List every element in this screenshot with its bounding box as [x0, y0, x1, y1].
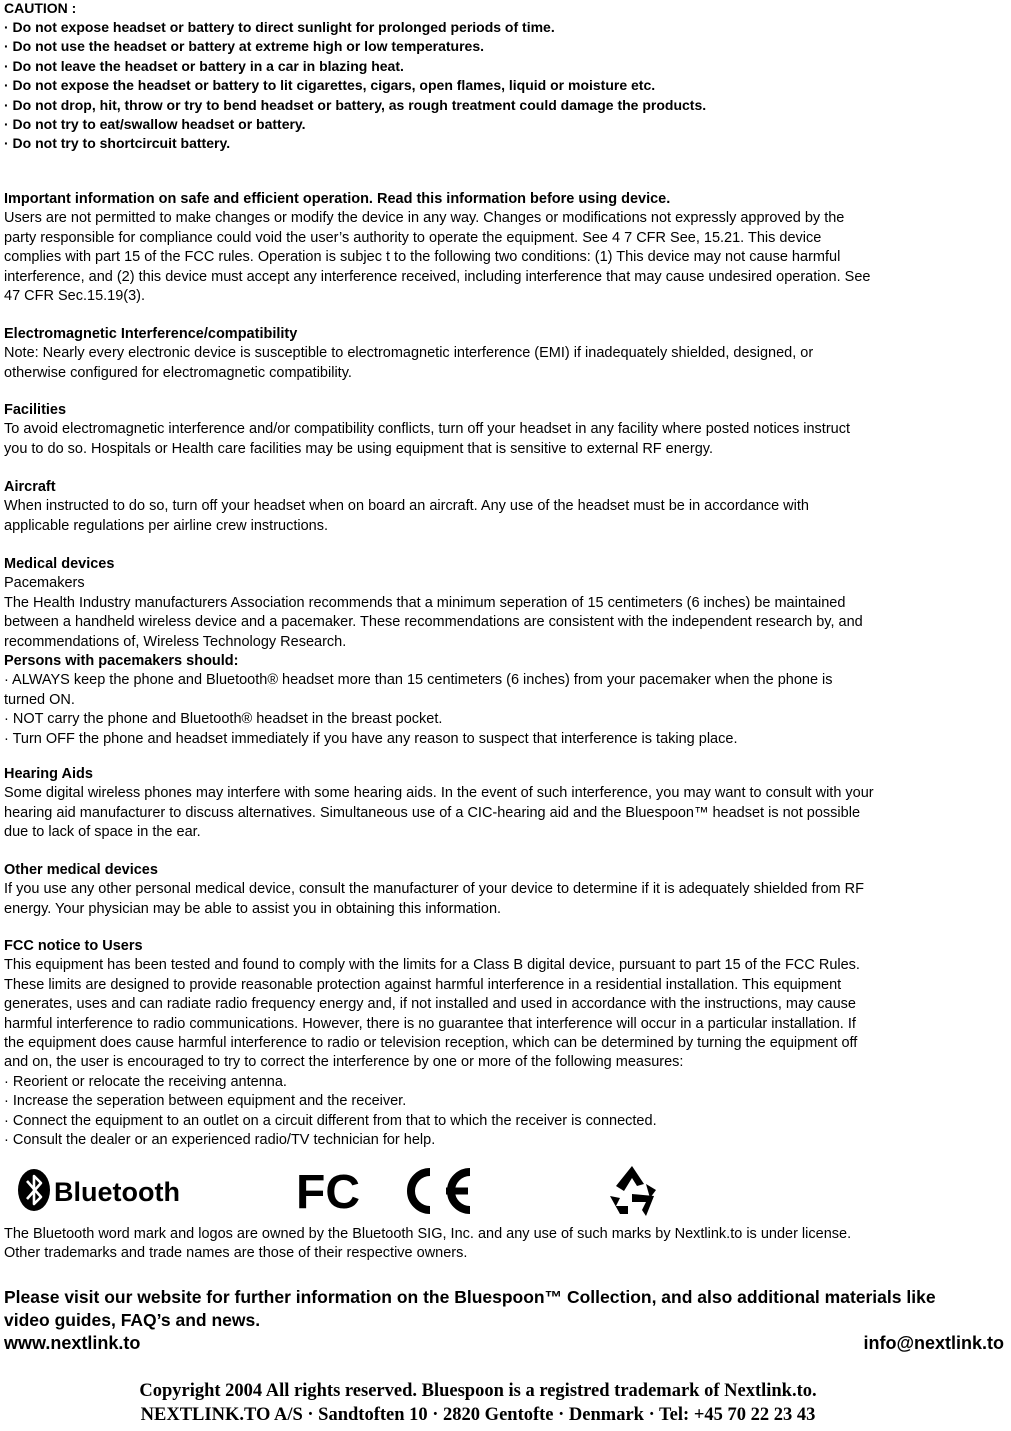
caution-section: [4, 0, 1006, 154]
text-line: recommendations of, Wireless Technology Research.: [4, 633, 347, 650]
persons-heading: Persons with pacemakers should:: [4, 653, 239, 670]
website-link[interactable]: www.nextlink.to: [4, 1333, 141, 1353]
text-line: Users are not permitted to make changes or modify the device in any way. Changes or modifications not expressly approved by the: [4, 210, 845, 227]
text-line: otherwise configured for electromagnetic compatibility.: [4, 364, 352, 381]
text-line: interference, and (2) this device must accept any interference received, including interference that may cause undesired operation. See: [4, 268, 871, 285]
important-heading: Important information on safe and efficient operation. Read this information before using device.: [4, 191, 671, 207]
text-line: · Increase the seperation between equipment and the receiver.: [4, 1093, 407, 1110]
caution-item: · Do not expose the headset or battery to lit cigarettes, cigars, open flames, liquid or moisture etc.: [4, 77, 656, 94]
caution-item: · Do not leave the headset or battery in a car in blazing heat.: [4, 57, 404, 74]
emi-heading: Electromagnetic Interference/compatibility: [4, 326, 298, 342]
aircraft-heading: Aircraft: [4, 479, 56, 495]
emi-section: [4, 325, 1006, 383]
logo-row: [4, 1160, 1006, 1220]
facilities-heading: Facilities: [4, 402, 67, 418]
aircraft-section: [4, 478, 1006, 536]
text-line: To avoid electromagnetic interference and/or compatibility conflicts, turn off your headset in any facility where posted notices instruct: [4, 421, 850, 438]
fcc-logo: [296, 1164, 378, 1216]
visit-line: video guides, FAQ’s and news.: [4, 1310, 261, 1330]
visit-line: Please visit our website for further information on the Bluespoon™ Collection, and also additional materials like: [4, 1287, 936, 1307]
medical-heading: Medical devices: [4, 556, 115, 572]
other-medical-section: [4, 861, 1006, 919]
text-line: · Turn OFF the phone and headset immediately if you have any reason to suspect that interference is taking place.: [4, 730, 738, 747]
ce-logo: [394, 1164, 478, 1218]
trademark-section: [4, 1225, 1006, 1264]
text-line: turned ON.: [4, 691, 75, 708]
pacemakers-subheading: Pacemakers: [4, 575, 85, 592]
text-line: These limits are designed to provide reasonable protection against harmful interference in a residential installation. This equipment: [4, 976, 842, 993]
text-line: This equipment has been tested and found to comply with the limits for a Class B digital device, pursuant to part 15 of the FCC Rules.: [4, 957, 860, 974]
hearing-section: [4, 765, 1006, 843]
text-line: and on, the user is encouraged to try to correct the interference by one or more of the following measures:: [4, 1054, 684, 1071]
text-line: due to lack of space in the ear.: [4, 824, 201, 841]
text-line: · ALWAYS keep the phone and Bluetooth® headset more than 15 centimeters (6 inches) from your pacemaker when the phone is: [4, 672, 833, 689]
text-line: you to do so. Hospitals or Health care facilities may be using equipment that is sensitive to external RF energy.: [4, 440, 713, 457]
text-line: 47 CFR Sec.15.19(3).: [4, 288, 146, 305]
copyright-line: Copyright 2004 All rights reserved. Bluespoon is a registred trademark of Nextlink.to.: [139, 1381, 817, 1401]
text-line: harmful interference to radio communications. However, there is no guarantee that interference will occur in a particular installation. If: [4, 1015, 856, 1032]
text-line: the equipment does cause harmful interference to radio or television reception, which can be determined by turning the equipment off: [4, 1035, 858, 1052]
text-line: · Consult the dealer or an experienced radio/TV technician for help.: [4, 1132, 436, 1149]
fcc-heading: FCC notice to Users: [4, 938, 143, 954]
text-line: When instructed to do so, turn off your headset when on board an aircraft. Any use of the headset must be in accordance with: [4, 498, 809, 515]
text-line: between a handheld wireless device and a pacemaker. These recommendations are consistent with the independent research by, and: [4, 614, 863, 631]
contact-row: [4, 1331, 1004, 1355]
text-line: Other trademarks and trade names are those of their respective owners.: [4, 1245, 468, 1262]
facilities-section: [4, 401, 1006, 459]
text-line: · Reorient or relocate the receiving antenna.: [4, 1073, 287, 1090]
email-link[interactable]: info@nextlink.to: [863, 1333, 1004, 1353]
text-line: · NOT carry the phone and Bluetooth® headset in the breast pocket.: [4, 711, 443, 728]
text-line: party responsible for compliance could void the user’s authority to operate the equipment. See 4 7 CFR See, 15.21. This device: [4, 229, 822, 246]
visit-section: [4, 1286, 1006, 1332]
caution-item: · Do not try to shortcircuit battery.: [4, 135, 231, 152]
copyright-block: [4, 1379, 952, 1427]
text-line: Some digital wireless phones may interfere with some hearing aids. In the event of such interference, you may want to consult with your: [4, 785, 874, 802]
text-line: energy. Your physician may be able to assist you in obtaining this information.: [4, 900, 502, 917]
fcc-section: [4, 937, 1006, 1150]
text-line: hearing aid manufacturer to discuss alternatives. Simultaneous use of a CIC-hearing aid and the Bluespoon™ headset is not possible: [4, 804, 861, 821]
caution-item: · Do not use the headset or battery at extreme high or low temperatures.: [4, 38, 484, 55]
other-medical-heading: Other medical devices: [4, 862, 158, 878]
bluetooth-logo: [12, 1166, 200, 1214]
hearing-heading: Hearing Aids: [4, 766, 93, 782]
text-line: applicable regulations per airline crew instructions.: [4, 517, 328, 534]
caution-item: · Do not drop, hit, throw or try to bend headset or battery, as rough treatment could damage the products.: [4, 96, 707, 113]
caution-item: · Do not try to eat/swallow headset or battery.: [4, 116, 306, 133]
caution-item: · Do not expose headset or battery to direct sunlight for prolonged periods of time.: [4, 19, 555, 35]
address-line: NEXTLINK.TO A/S · Sandtoften 10 · 2820 Gentofte · Denmark · Tel: +45 70 22 23 43: [140, 1405, 816, 1425]
text-line: If you use any other personal medical device, consult the manufacturer of your device to determine if it is adequately shielded from RF: [4, 881, 864, 898]
text-line: The Bluetooth word mark and logos are owned by the Bluetooth SIG, Inc. and any use of such marks by Nextlink.to is under license.: [4, 1226, 852, 1242]
medical-section: [4, 555, 1006, 749]
fcc-mark: FC: [296, 1166, 360, 1216]
text-line: generates, uses and can radiate radio frequency energy and, if not installed and used in accordance with the instructions, may cause: [4, 996, 856, 1013]
important-section: [4, 190, 1006, 306]
recycle-icon: [600, 1162, 664, 1222]
text-line: Note: Nearly every electronic device is susceptible to electromagnetic interference (EMI) if inadequately shielded, designed, or: [4, 345, 814, 362]
text-line: · Connect the equipment to an outlet on a circuit different from that to which the receiver is connected.: [4, 1112, 657, 1129]
caution-title: CAUTION :: [4, 0, 77, 16]
text-line: The Health Industry manufacturers Association recommends that a minimum seperation of 15 centimeters (6 inches) be maintained: [4, 594, 846, 611]
ce-mark-text: CE: [394, 1164, 396, 1165]
bluetooth-wordmark: Bluetooth: [54, 1177, 180, 1207]
text-line: complies with part 15 of the FCC rules. Operation is subjec t to the following two conditions: (1) This device may not cause harmful: [4, 249, 841, 266]
